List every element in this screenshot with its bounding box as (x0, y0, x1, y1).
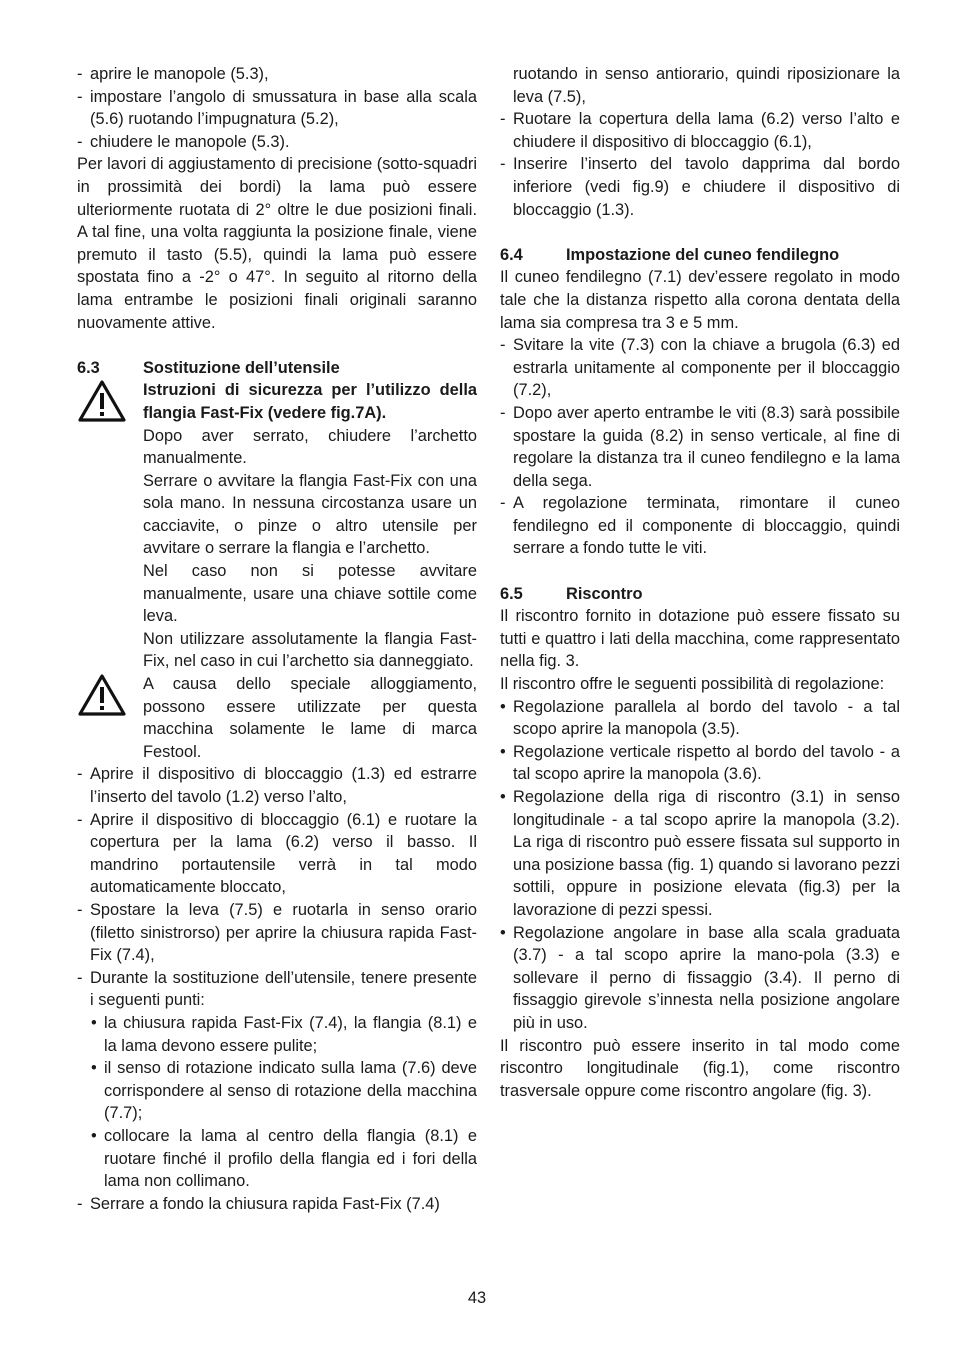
list-item: - Spostare la leva (7.5) e ruotarla in senso orario (filetto sinistrorso) per aprire la chiusura rapida Fast-Fix (7.4), (77, 899, 477, 967)
list-item: - impostare l’angolo di smussatura in base alla scala (5.6) ruotando l’impugnatura (5.2), (77, 86, 477, 131)
paragraph: Il riscontro offre le seguenti possibilità di regolazione: (500, 675, 885, 694)
left-column (77, 63, 477, 1215)
warning-triangle-icon (77, 379, 127, 423)
section-title: Impostazione del cuneo fendilegno (566, 245, 840, 264)
section-heading-6-3 (77, 357, 477, 380)
paragraph: Per lavori di aggiustamento di precisione (sotto-squadri in prossimità dei bordi) la lama può essere ulteriormente ruotata di 2° oltre le due posizioni finali. A tal fine, una volta raggiunta la posizione finale, viene premuto il tasto (5.5), quindi la lama può essere spostata fino a -2° o 47°. In seguito al ritorno della lama entrambe le posizioni finali originali saranno nuovamente attive. (77, 155, 477, 332)
section-heading-6-4 (500, 244, 900, 267)
section-number: 6.4 (500, 245, 523, 264)
list-item: - Serrare a fondo la chiusura rapida Fast-Fix (7.4) (77, 1193, 477, 1216)
list-item: - Dopo aver aperto entrambe le viti (8.3) sarà possibile spostare la guida (8.2) in senso verticale, al fine di regolare la distanza tra il cuneo fendilegno e la lama della sega. (500, 402, 900, 492)
paragraph: Il cuneo fendilegno (7.1) dev’essere regolato in modo tale che la distanza rispetto alla corona dentata della lama sia compresa tra 3 e 5 mm. (500, 268, 900, 332)
warning-triangle-icon (77, 673, 127, 717)
list-item: - chiudere le manopole (5.3). (77, 131, 477, 154)
safety-text: Dopo aver serrato, chiudere l’archetto manualmente. (143, 426, 477, 468)
bullet-item: • la chiusura rapida Fast-Fix (7.4), la flangia (8.1) e la lama devono essere pulite; (77, 1012, 477, 1057)
bullet-item: • Regolazione verticale rispetto al bordo del tavolo - a tal scopo aprire la manopola (3.6). (500, 741, 900, 786)
paragraph: Il riscontro può essere inserito in tal modo come riscontro longitudinale (fig.1), come riscontro trasversale oppure come riscontro angolare (fig. 3). (500, 1036, 900, 1100)
list-item: - Ruotare la copertura della lama (6.2) verso l’alto e chiudere il dispositivo di bloccaggio (6.1), (500, 108, 900, 153)
bullet-item: • Regolazione della riga di riscontro (3.1) in senso longitudinale - a tal scopo aprire la manopola (3.2). La riga di riscontro può essere fissata sul supporto in una posizione bassa (fig. 1) quando si lavorano pezzi sottili, oppure in posizione elevata (fig.3) per la lavorazione di pezzi spessi. (500, 786, 900, 922)
bullet-item: • il senso di rotazione indicato sulla lama (7.6) deve corrispondere al senso di rotazione della macchina (7.7); (77, 1057, 477, 1125)
list-item: - Inserire l’inserto del tavolo dapprima dal bordo inferiore (vedi fig.9) e chiudere il dispositivo di bloccaggio (1.3). (500, 153, 900, 221)
paragraph: Il riscontro fornito in dotazione può essere fissato su tutti e quattro i lati della macchina, come rappresentato nella fig. 3. (500, 607, 900, 671)
list-item: - A regolazione terminata, rimontare il cuneo fendilegno ed il componente di bloccaggio, quindi serrare a fondo tutte le viti. (500, 492, 900, 560)
section-title: Riscontro (566, 584, 643, 603)
page-number: 43 (467, 1289, 487, 1307)
section-heading-6-5 (500, 583, 900, 606)
section-number: 6.3 (77, 358, 100, 377)
bullet-item: • Regolazione parallela al bordo del tavolo - a tal scopo aprire la manopola (3.5). (500, 696, 900, 741)
safety-text: Non utilizzare assolutamente la flangia Fast-Fix, nel caso in cui l’archetto sia danneggiato. (143, 629, 477, 671)
safety-text: Nel caso non si potesse avvitare manualmente, usare una chiave sottile come leva. (143, 562, 477, 626)
list-item: - Aprire il dispositivo di bloccaggio (1.3) ed estrarre l’inserto del tavolo (1.2) verso l’alto, (77, 763, 477, 808)
section-title: Sostituzione dell’utensile (143, 358, 340, 377)
warning-text: A causa dello speciale alloggiamento, possono essere utilizzate per questa macchina solamente le lame di marca Festool. (143, 675, 477, 761)
list-item: - Durante la sostituzione dell’utensile, tenere presente i seguenti punti: (77, 967, 477, 1012)
safety-title: Istruzioni di sicurezza per l’utilizzo della flangia Fast-Fix (vedere fig.7A). (143, 381, 477, 422)
section-number: 6.5 (500, 584, 523, 603)
safety-text: Serrare o avvitare la flangia Fast-Fix con una sola mano. In nessuna circostanza usare un cacciavite, o pinze o altro utensile per avvitare o serrare la flangia e l’archetto. (143, 471, 477, 558)
list-item: - Svitare la vite (7.3) con la chiave a brugola (6.3) ed estrarla unitamente al componente per il bloccaggio (7.2), (500, 334, 900, 402)
list-item: - Aprire il dispositivo di bloccaggio (6.1) e ruotare la copertura per la lama (6.2) verso il basso. Il mandrino portautensile verrà in tal modo automaticamente bloccato, (77, 809, 477, 899)
list-item: - aprire le manopole (5.3), (77, 63, 477, 86)
bullet-item: • Regolazione angolare in base alla scala graduata (3.7) - a tal scopo aprire la mano-pola (3.3) e sollevare il perno di fissaggio (3.4). Il perno di fissaggio girevole s’innesta nella posizione angolare più in uso. (500, 922, 900, 1035)
bullet-item: • collocare la lama al centro della flangia (8.1) e ruotare finché il profilo della flangia ed i fori della lama non collimano. (77, 1125, 477, 1193)
right-column (500, 63, 900, 1102)
warning-block (77, 673, 477, 763)
continuation-text: ruotando in senso antiorario, quindi riposizionare la leva (7.5), (513, 65, 900, 106)
safety-block (77, 379, 477, 673)
